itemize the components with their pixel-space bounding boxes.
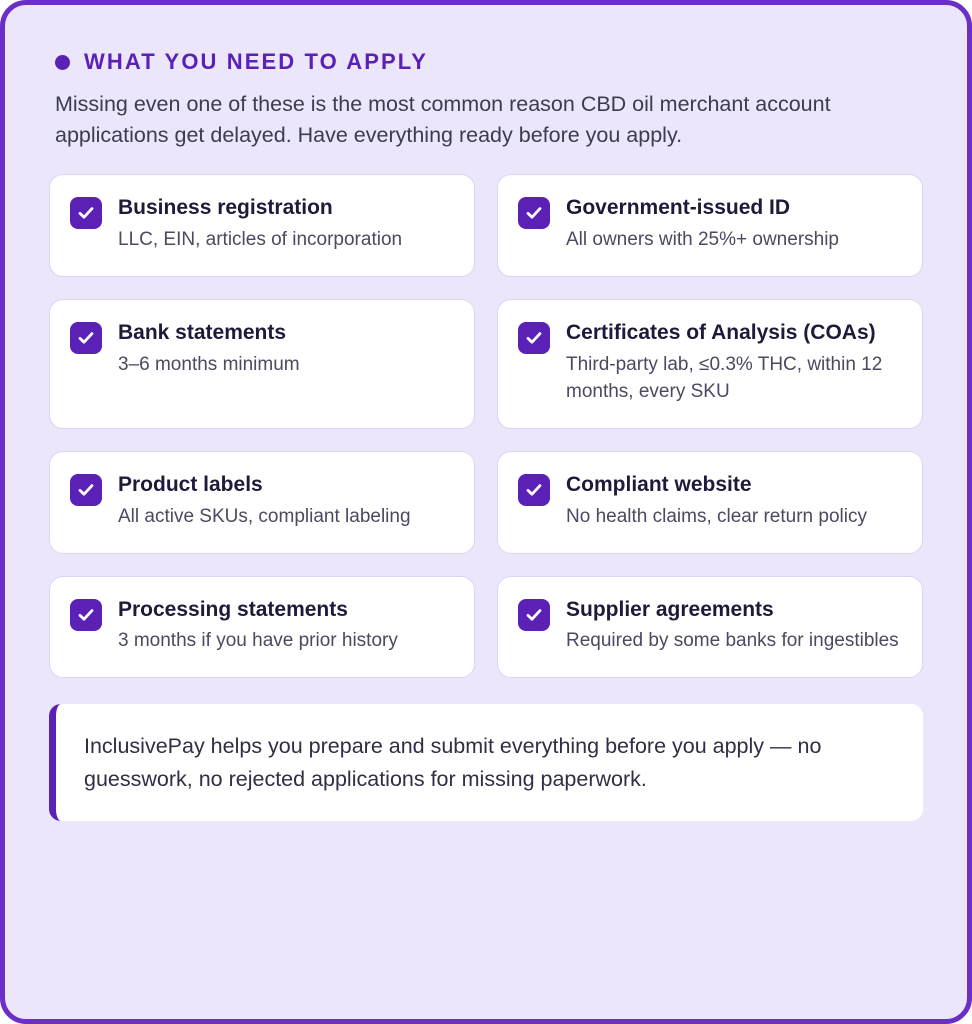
list-item <box>497 451 923 554</box>
footnote-callout <box>49 704 923 821</box>
check-icon <box>70 599 102 631</box>
list-item-description: LLC, EIN, articles of incorporation <box>118 228 403 250</box>
list-item-title: Business registration <box>118 196 333 220</box>
list-item-title: Government-issued ID <box>566 196 791 220</box>
footnote-text: InclusivePay helps you prepare and submit everything before you apply — no guesswork, no rejected applications for missing paperwork. <box>84 734 822 791</box>
list-item-description: Third-party lab, ≤0.3% THC, within 12 months, every SKU <box>566 353 883 402</box>
list-item-body <box>118 597 398 656</box>
list-item-body <box>118 472 411 531</box>
check-icon <box>518 197 550 229</box>
list-item-description: 3 months if you have prior history <box>118 630 398 652</box>
list-item-body <box>566 597 899 656</box>
check-icon <box>518 322 550 354</box>
bullet-dot-icon <box>55 55 70 70</box>
list-item-title: Supplier agreements <box>566 597 774 621</box>
list-item <box>497 174 923 277</box>
list-item-body <box>566 195 839 254</box>
check-icon <box>518 599 550 631</box>
list-item <box>49 451 475 554</box>
list-item-title: Compliant website <box>566 472 752 496</box>
section-eyebrow <box>55 49 923 75</box>
list-item-description: All active SKUs, compliant labeling <box>118 505 411 527</box>
list-item-title: Product labels <box>118 472 263 496</box>
list-item <box>49 174 475 277</box>
eyebrow-label: WHAT YOU NEED TO APPLY <box>84 49 429 74</box>
list-item-title: Processing statements <box>118 597 348 621</box>
list-item <box>497 299 923 429</box>
check-icon <box>70 322 102 354</box>
check-icon <box>518 474 550 506</box>
list-item-description: No health claims, clear return policy <box>566 505 867 527</box>
list-item-body <box>118 195 402 254</box>
list-item-body <box>118 320 300 379</box>
checklist-grid <box>49 174 923 678</box>
list-item <box>49 576 475 679</box>
check-icon <box>70 197 102 229</box>
list-item-body <box>566 472 867 531</box>
list-item-description: All owners with 25%+ ownership <box>566 228 839 250</box>
list-item <box>497 576 923 679</box>
list-item-body <box>566 320 900 406</box>
check-icon <box>70 474 102 506</box>
list-item-title: Bank statements <box>118 320 287 344</box>
list-item-description: 3–6 months minimum <box>118 353 300 375</box>
intro-paragraph: Missing even one of these is the most common reason CBD oil merchant account applications get delayed. Have everything ready before you apply. <box>55 92 831 147</box>
list-item-description: Required by some banks for ingestibles <box>566 630 899 652</box>
list-item <box>49 299 475 429</box>
list-item-title: Certificates of Analysis (COAs) <box>566 320 876 344</box>
